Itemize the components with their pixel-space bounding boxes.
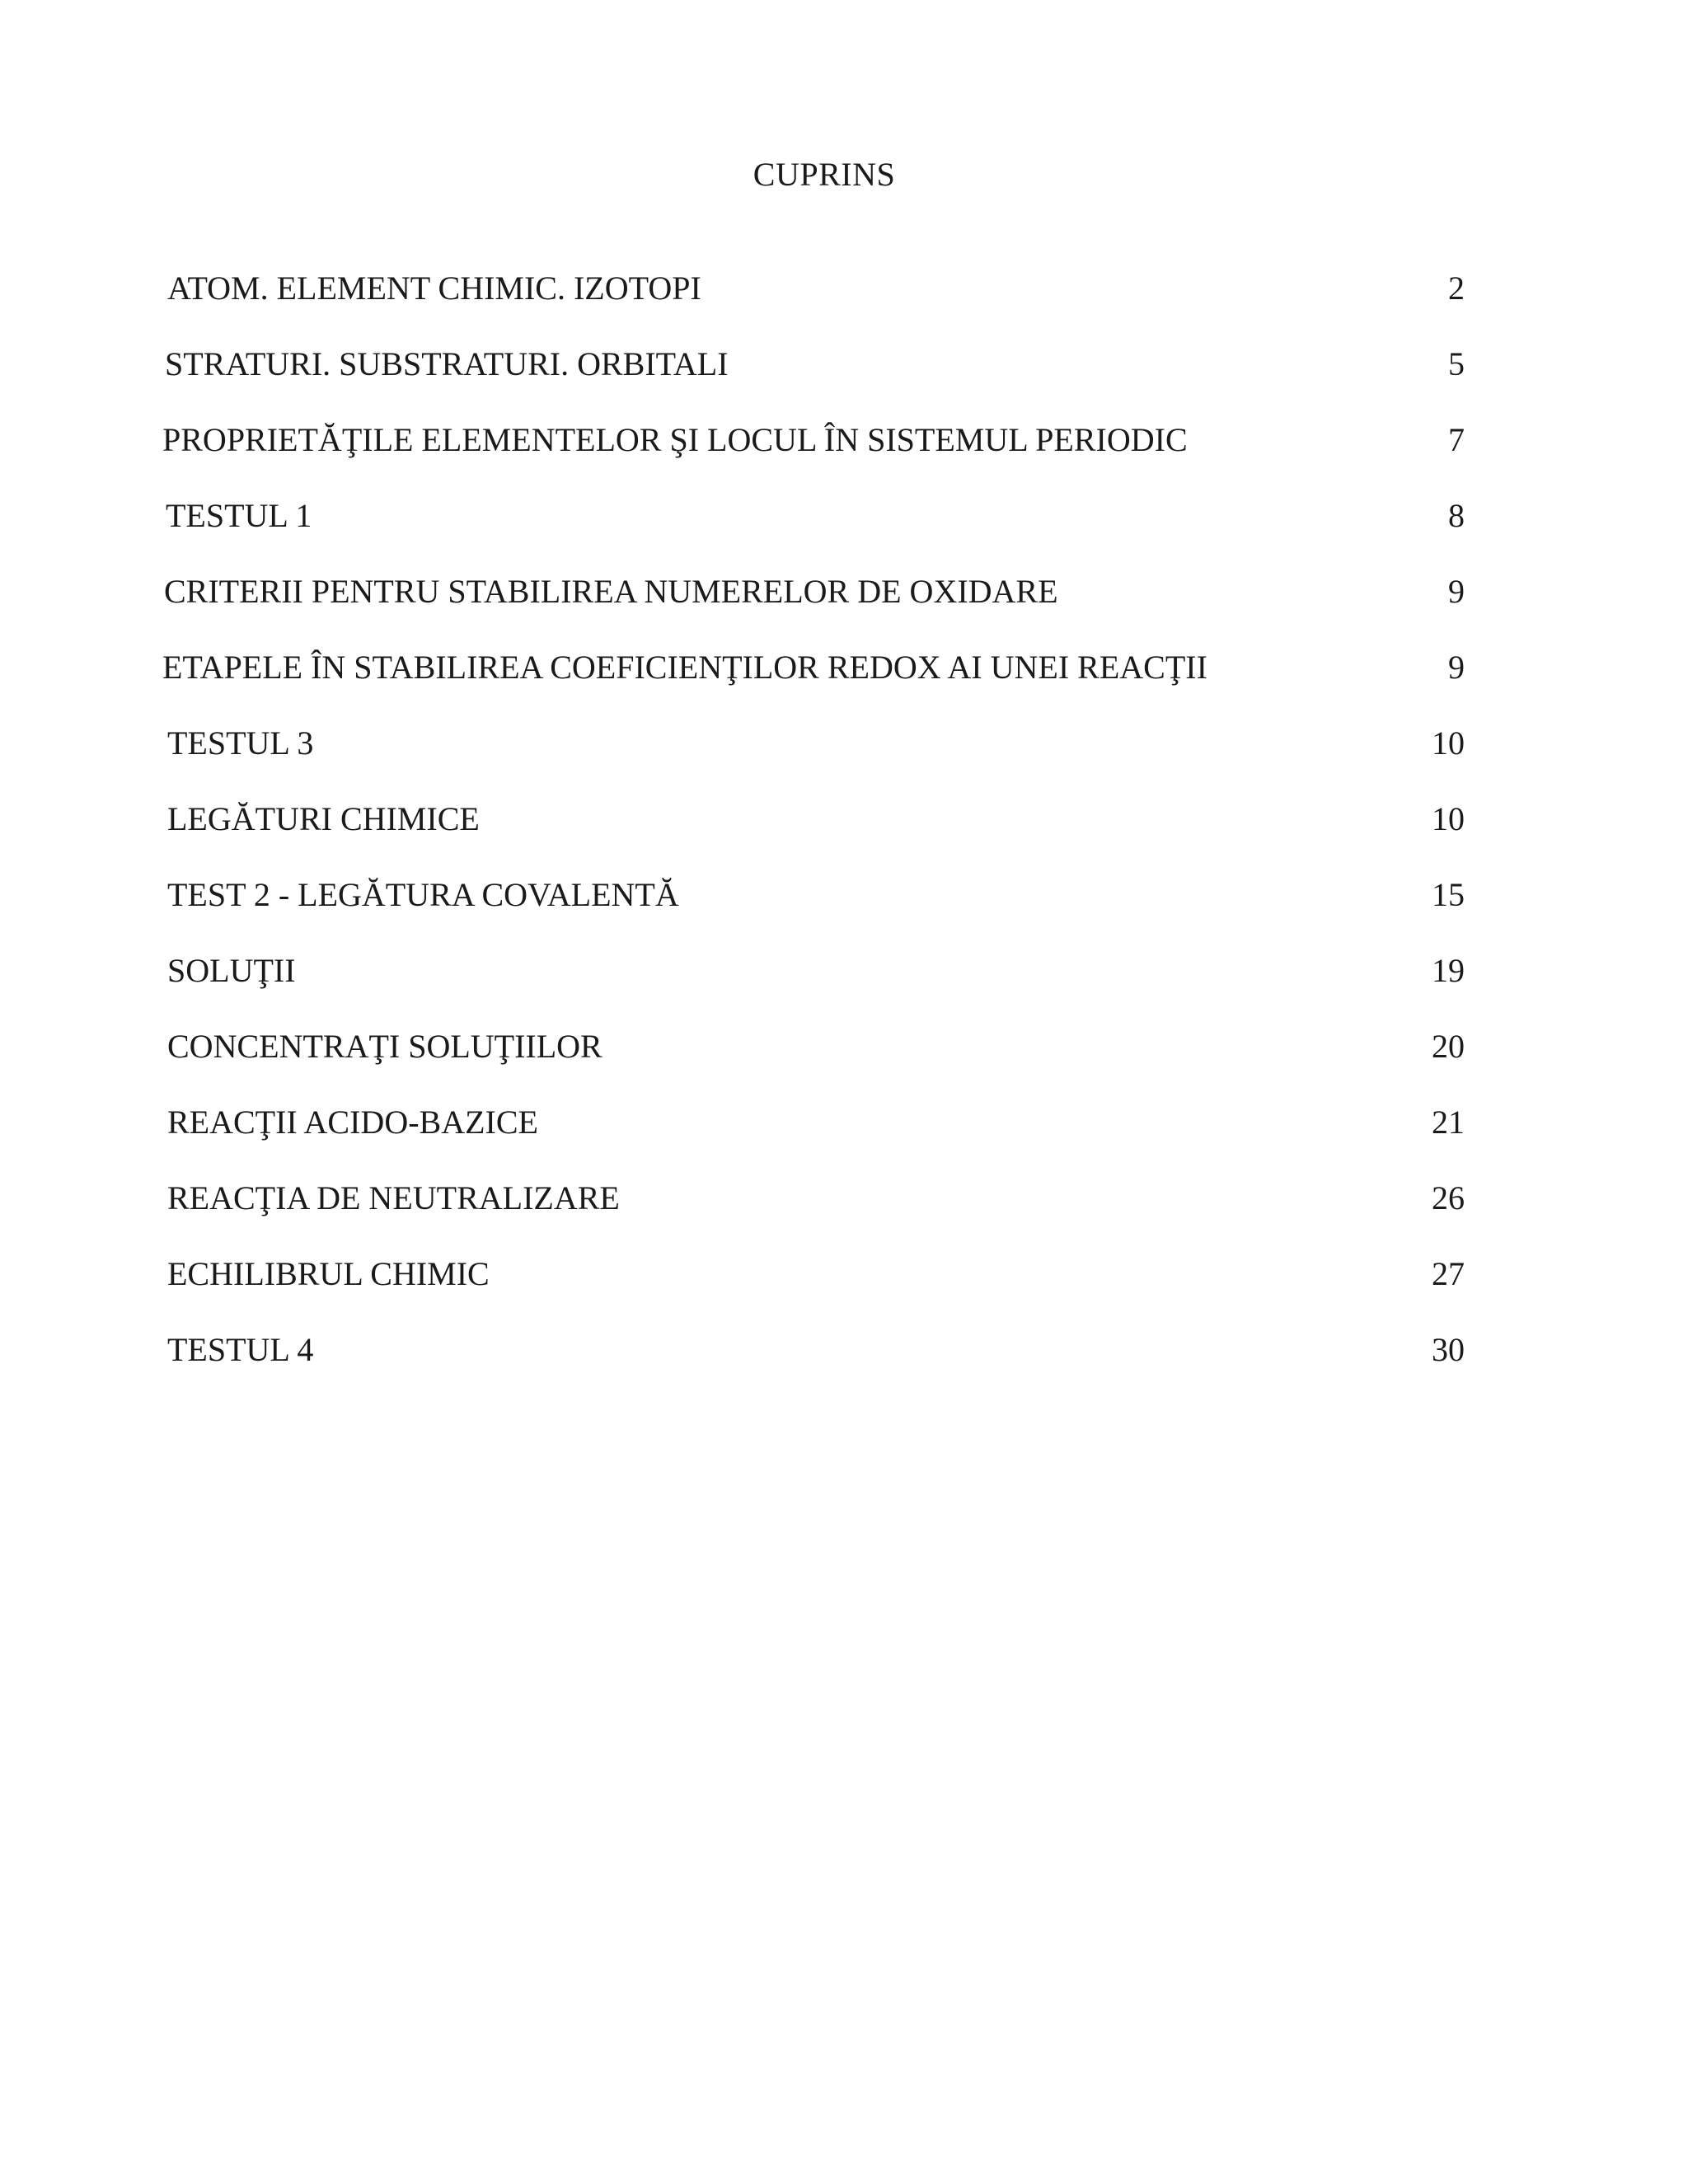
toc-entry-title: TESTUL 4 bbox=[167, 1331, 314, 1368]
toc-entry-title: CONCENTRAŢI SOLUŢIILOR bbox=[167, 1028, 603, 1065]
toc-entry-title: ETAPELE ÎN STABILIREA COEFICIENŢILOR REDOX AI UNEI REACŢII bbox=[162, 649, 1207, 686]
toc-entry-title: ECHILIBRUL CHIMIC bbox=[167, 1255, 490, 1292]
toc-entry[interactable] bbox=[0, 1251, 1688, 1297]
toc-entry[interactable] bbox=[0, 1327, 1688, 1373]
toc-entry-page-number: 30 bbox=[1432, 1331, 1465, 1368]
toc-entry[interactable] bbox=[0, 1099, 1688, 1146]
toc-entry-page-number: 20 bbox=[1432, 1028, 1465, 1065]
toc-entry-title: PROPRIETĂŢILE ELEMENTELOR ŞI LOCUL ÎN SISTEMUL PERIODIC bbox=[162, 421, 1188, 458]
toc-entry[interactable] bbox=[0, 1024, 1688, 1070]
toc-entry-page-number: 7 bbox=[1448, 421, 1465, 458]
toc-entry[interactable] bbox=[0, 644, 1688, 691]
toc-entry-page-number: 9 bbox=[1448, 573, 1465, 610]
toc-entry-page-number: 2 bbox=[1448, 269, 1465, 307]
toc-entry-title: STRATURI. SUBSTRATURI. ORBITALI bbox=[165, 345, 729, 382]
toc-entry[interactable] bbox=[0, 948, 1688, 994]
toc-entry-title: TESTUL 3 bbox=[167, 724, 314, 762]
toc-entry[interactable] bbox=[0, 493, 1688, 539]
toc-entry-title: LEGĂTURI CHIMICE bbox=[167, 800, 480, 837]
toc-entry-page-number: 26 bbox=[1432, 1179, 1465, 1216]
toc-entry-title: SOLUŢII bbox=[167, 952, 296, 989]
toc-entry-page-number: 10 bbox=[1432, 724, 1465, 762]
toc-entry-title: TEST 2 - LEGĂTURA COVALENTĂ bbox=[167, 876, 679, 913]
toc-entry[interactable] bbox=[0, 265, 1688, 312]
toc-entry-title: CRITERII PENTRU STABILIREA NUMERELOR DE OXIDARE bbox=[164, 573, 1058, 610]
toc-entry-page-number: 27 bbox=[1432, 1255, 1465, 1292]
toc-entry-page-number: 5 bbox=[1448, 345, 1465, 382]
toc-entry-title: TESTUL 1 bbox=[166, 497, 312, 534]
toc-entry-page-number: 10 bbox=[1432, 800, 1465, 837]
toc-entry[interactable] bbox=[0, 417, 1688, 463]
toc-entry[interactable] bbox=[0, 341, 1688, 387]
toc-entry-page-number: 15 bbox=[1432, 876, 1465, 913]
toc-entry-page-number: 8 bbox=[1448, 497, 1465, 534]
toc-entry-page-number: 19 bbox=[1432, 952, 1465, 989]
toc-entry-title: ATOM. ELEMENT CHIMIC. IZOTOPI bbox=[167, 269, 701, 307]
toc-entry[interactable] bbox=[0, 872, 1688, 918]
toc-entry-title: REACŢII ACIDO-BAZICE bbox=[167, 1104, 538, 1141]
toc-entry[interactable] bbox=[0, 1175, 1688, 1221]
toc-entry[interactable] bbox=[0, 569, 1688, 615]
toc-entry[interactable] bbox=[0, 720, 1688, 766]
toc-entry[interactable] bbox=[0, 796, 1688, 842]
toc-entry-page-number: 9 bbox=[1448, 649, 1465, 686]
toc-entry-page-number: 21 bbox=[1432, 1104, 1465, 1141]
page-title: CUPRINS bbox=[753, 156, 896, 193]
toc-entry-title: REACŢIA DE NEUTRALIZARE bbox=[167, 1179, 620, 1216]
